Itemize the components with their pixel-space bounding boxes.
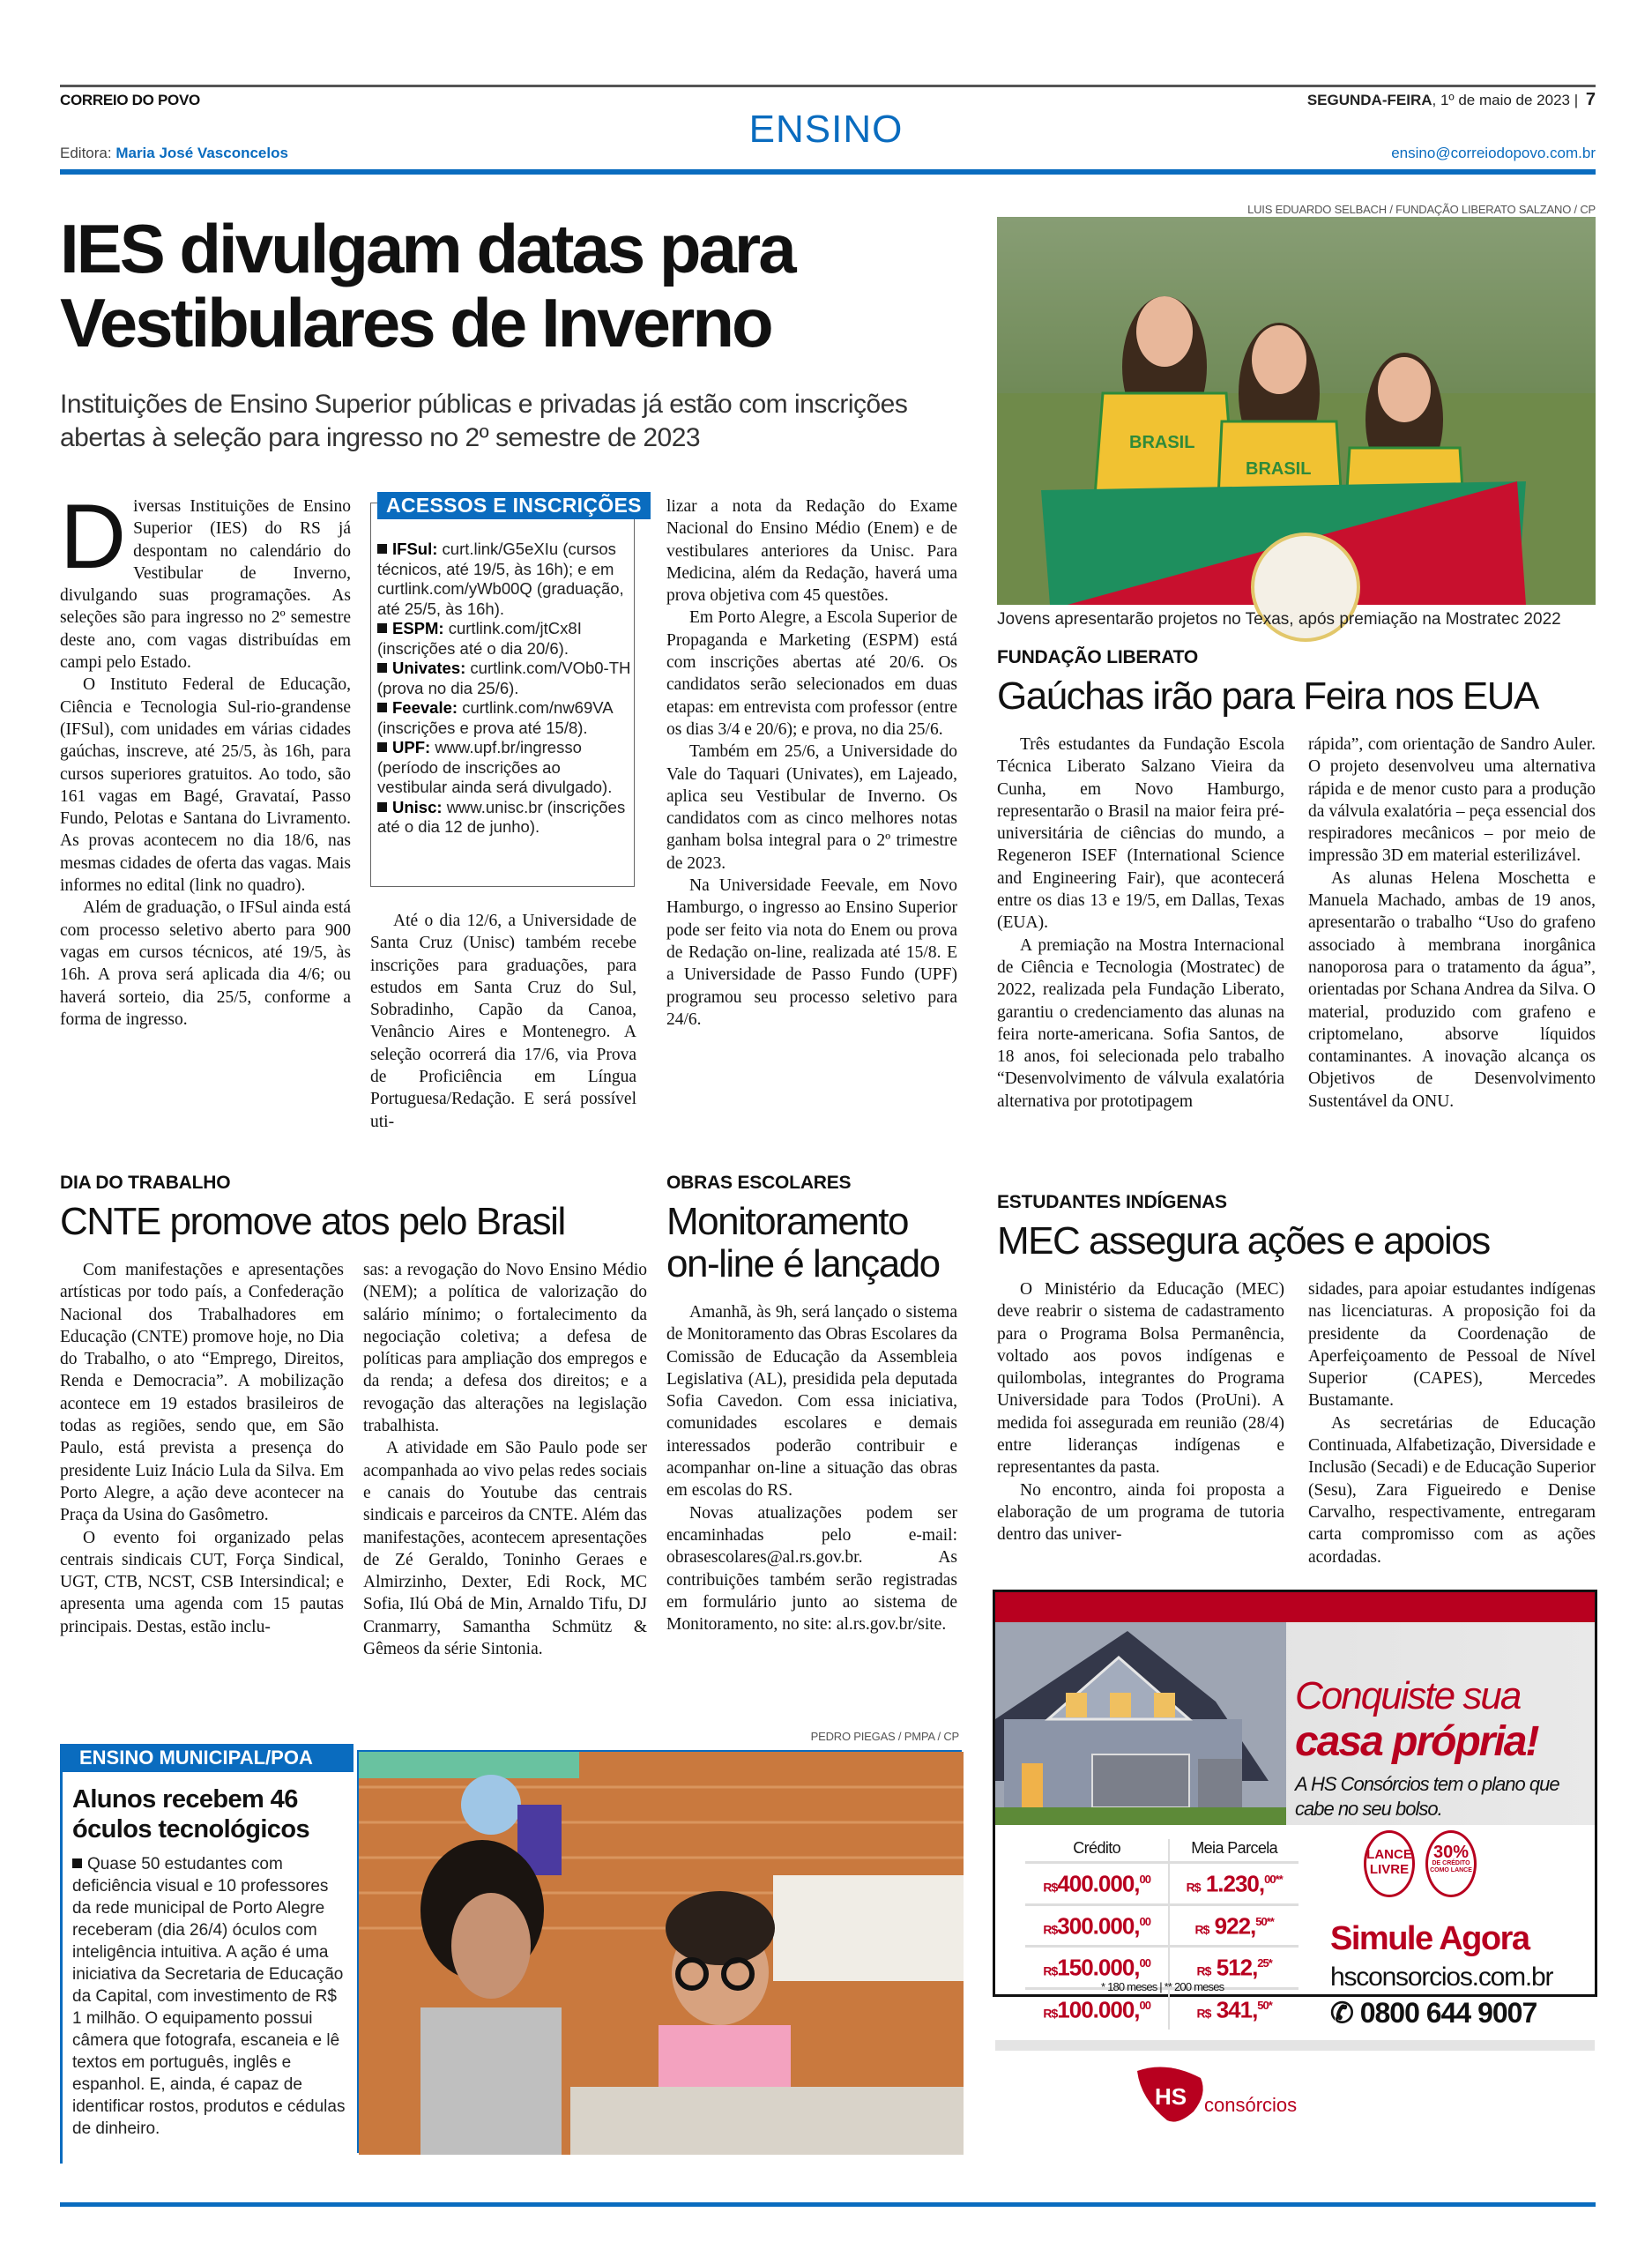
- installment-value: R$ 341,$^{50*}$: [1169, 1988, 1299, 2029]
- badge-text: LIVRE: [1369, 1862, 1410, 1877]
- access-item: [377, 738, 631, 798]
- cnte-paragraph: sas: a revogação do Novo Ensino Médio (NEM); a política de valorização do salário mínimo; o fortalecimento da negociação coletiva; a defesa de políticas para ampliação dos empregos e da renda; a defesa dos direitos; e a revogação das alterações na legislação trabalhista.: [363, 1261, 647, 1436]
- cnte-kicker: DIA DO TRABALHO: [60, 1173, 231, 1193]
- institution-name: Unisc:: [392, 797, 443, 816]
- access-box-list: [377, 540, 631, 838]
- lead-paragraph: O Instituto Federal de Educação, Ciência e Tecnologia Sul-rio-grandense (IFSul), com unidades em várias cidades gaúchas, inscreve, até 25/5, às 16h, para cursos superiores gratuitos. Ao todo, são 161 vagas em Bagé, Gravataí, Passo Fundo, Pelotas e Santana do Livramento. As provas acontecem no dia 18/6, nas mesmas cidades de oferta das vagas. Mais informes no edital (link no quadro).: [60, 675, 351, 896]
- mec-paragraph: sidades, para apoiar estudantes indígenas nas licenciaturas. A proposição foi da presidente da Coordenação de Aperfeiçoamento de Pessoal de Nível Superior (CAPES), Mercedes Bustamante.: [1308, 1280, 1596, 1411]
- lead-deck: Instituições de Ensino Superior públicas e privadas já estão com inscrições abertas à seleção para ingresso no 2º semestre de 2023: [60, 390, 908, 452]
- liberato-paragraph: Três estudantes da Fundação Escola Técnica Liberato Salzano Vieira da Cunha, em Novo Hamburgo, representarão o Brasil na maior feira pré-universitária de ciências do mundo, a Regeneron ISEF (International Science and Engineering Fair), que acontecerá entre os dias 13 e 19/5, em Dallas, Texas (EUA).: [997, 735, 1284, 933]
- phone-icon: ✆: [1330, 1997, 1353, 2029]
- top-rule: [60, 85, 1596, 87]
- photo-credit: LUIS EDUARDO SELBACH / FUNDAÇÃO LIBERATO SALZANO / CP: [1247, 203, 1596, 216]
- mec-title: MEC assegura ações e apoios: [997, 1219, 1490, 1263]
- access-link-text[interactable]: curtlink.com/VOb0-TH (prova no dia 25/6).: [377, 659, 631, 697]
- installment-value: R$ 922,$^{50**}$: [1169, 1904, 1299, 1947]
- mec-paragraph: O Ministério da Educação (MEC) deve reabrir o sistema de cadastramento para o Programa Bolsa Permanência, voltado aos povos indígenas e quilombolas, integrantes do Programa Universidade para Todos (ProUni). A medida foi assegurada em reunião (28/4) entre lideranças indígenas e representantes da pasta.: [997, 1280, 1284, 1478]
- editor-name: Maria José Vasconcelos: [115, 145, 288, 161]
- cnte-title: CNTE promove atos pelo Brasil: [60, 1200, 565, 1243]
- liberato-column-1: [997, 734, 1284, 1113]
- access-item: [377, 698, 631, 738]
- municipal-title: Alunos recebem 46 óculos tecnológicos: [72, 1785, 309, 1844]
- institution-name: IFSul:: [392, 540, 438, 558]
- access-link-text[interactable]: curtlink.com/jtCx8I (inscrições até o dia 20/6).: [377, 619, 582, 658]
- ad-headline-1: Conquiste sua: [1295, 1674, 1521, 1717]
- liberato-paragraph: rápida”, com orientação de Sandro Auler. O projeto desenvolveu uma alternativa rápida e de menor custo para a produção da válvula exalatória – peça essencial dos respiradores mecânicos – por meio de impressão 3D em material esterilizável.: [1308, 735, 1596, 866]
- obras-title-line-2: on-line é lançado: [666, 1242, 940, 1285]
- cnte-paragraph: O evento foi organizado pelas centrais sindicais CUT, Força Sindical, UGT, CTB, NCST, CSB Intersindical; e apresenta uma agenda com 15 pautas principais. Destas, estão inclu-: [60, 1528, 344, 1636]
- institution-name: UPF:: [392, 738, 431, 756]
- bullet-square-icon: [377, 663, 387, 673]
- lead-paragraph: Além de graduação, o IFSul ainda está com processo seletivo aberto para 900 vagas em cursos técnicos, até 19/5, às 16h. A prova será aplicada dia 4/6; ou haverá sorteio, dia 25/5, conforme a forma de ingresso.: [60, 898, 351, 1029]
- lead-paragraph: Também em 25/6, a Universidade do Vale do Taquari (Univates), em Lajeado, aplica seu Vestibular de Inverno. Os candidatos com as cinco melhores notas ganham bolsa integral para o 2º trimestre de 2023.: [666, 742, 957, 873]
- ad-top-band: [995, 1592, 1595, 1622]
- students-photo-illustration: [997, 217, 1596, 605]
- editor-label: Editora:: [60, 145, 112, 161]
- bullet-square-icon: [377, 544, 387, 554]
- bullet-square-icon: [377, 742, 387, 752]
- access-item: [377, 540, 631, 619]
- thirty-percent-badge: [1425, 1830, 1477, 1897]
- lead-headline: [60, 212, 941, 360]
- obras-kicker: OBRAS ESCOLARES: [666, 1173, 852, 1193]
- liberato-paragraph: As alunas Helena Moschetta e Manuela Machado, ambas de 19 anos, apresentarão o trabalho “Uso do grafeno associado à membrana inorgânica nanoporosa para o tratamento da água”, orientadas por Schana Andrea da Silva. O material, produzido com grafeno e criptomelano, absorve líquidos contaminantes. A inovação alcança os Objetivos de Desenvolvimento Sustentável da ONU.: [1308, 868, 1596, 1111]
- ad-hero: [995, 1622, 1595, 1825]
- bullet-square-icon: [377, 703, 387, 712]
- municipal-body: [72, 1853, 346, 2140]
- liberato-title: Gaúchas irão para Feira nos EUA: [997, 674, 1538, 718]
- bullet-square-icon: [72, 1858, 82, 1868]
- photo-caption: Jovens apresentarão projetos no Texas, após premiação na Mostratec 2022: [997, 610, 1561, 629]
- installment-value: R$ 512,$^{25*}$: [1169, 1947, 1299, 1989]
- access-box-title: ACESSOS E INSCRIÇÕES: [377, 492, 651, 519]
- section-email-link[interactable]: ensino@correiodopovo.com.br: [1391, 145, 1596, 161]
- house-illustration: [995, 1622, 1286, 1825]
- lead-column-3: [666, 495, 957, 1031]
- credit-value: R$300.000,00: [1025, 1904, 1169, 1947]
- students-photo[interactable]: [997, 217, 1596, 605]
- ad-headline-2: casa própria!: [1295, 1718, 1538, 1765]
- page-number: 7: [1585, 90, 1596, 109]
- institution-name: Feevale:: [392, 698, 458, 717]
- liberato-column-2: [1308, 734, 1596, 1113]
- lead-paragraph: Em Porto Alegre, a Escola Superior de Propaganda e Marketing (ESPM) está com inscrições abertas até 20/6. Os candidatos serão selecionados em duas etapas: em entrevista com professor (entre os dias 3/4 e 20/6); e prova, no dia 25/6.: [666, 608, 957, 739]
- bullet-square-icon: [377, 623, 387, 633]
- lead-paragraph-text: iversas Instituições de Ensino Superior (IES) do RS já despontam no calendário do Vestibular de Inverno, divulgando suas programações. As seleções são para ingresso no 2º semestre deste ano, com vagas distribuídas em campi pelo Estado.: [60, 497, 351, 673]
- lead-paragraph: [60, 486, 351, 674]
- lead-column-2: [370, 910, 636, 1133]
- access-item: [377, 619, 631, 659]
- logo-mark: HS: [1155, 2083, 1187, 2110]
- cnte-paragraph: A atividade em São Paulo pode ser acompanhada ao vivo pelas redes sociais e canais do Youtube das centrais sindicais e parceiros da CNTE. Além das manifestações, acontecem apresentações de Zé Geraldo, Toninho Geraes e Almirzinho, Dexter, Edi Rock, MC Sofia, Ilú Obá de Min, Arnaldo Tifu, DJ Cranmarry, Samantha Schmütz & Gêmeos da série Sintonia.: [363, 1439, 647, 1659]
- obras-column: [666, 1301, 957, 1635]
- mec-paragraph: As secretárias de Educação Continuada, Alfabetização, Diversidade e Inclusão (Secadi) e de Educação Superior (Sesu), Zara Figueiredo e Denise Carvalho, respectivamente, entregaram carta compromisso com as ações acordadas.: [1308, 1413, 1596, 1567]
- table-row: [1025, 1904, 1299, 1947]
- lead-paragraph: lizar a nota da Redação do Exame Nacional do Ensino Médio (Enem) e de vestibulares anteriores da Unisc. Para Medicina, além da Redação, haverá uma prova objetiva com 45 questões.: [666, 497, 957, 606]
- dropcap: D: [60, 486, 127, 588]
- newspaper-name: CORREIO DO POVO: [60, 92, 200, 108]
- column-header-installment: Meia Parcela: [1191, 1839, 1278, 1857]
- hs-consorcios-ad[interactable]: [993, 1590, 1597, 2116]
- obras-title: [666, 1201, 966, 1285]
- ad-divider: [995, 2040, 1595, 2051]
- logo-text: consórcios: [1204, 2094, 1298, 2116]
- cnte-paragraph: Com manifestações e apresentações artísticas por todo país, a Confederação Nacional dos Trabalhadores em Educação (CNTE) promove hoje, no Dia do Trabalho, o ato “Emprego, Direitos, Renda e Democracia”. A mobilização acontece em 19 estados brasileiros de todas as regiões, sendo que, em São Paulo, está prevista a presença do presidente Luiz Inácio Lula da Silva. Em Porto Alegre, a ação deve acontecer na Praça da Usina do Gasômetro.: [60, 1261, 344, 1525]
- obras-title-line-1: Monitoramento: [666, 1200, 908, 1243]
- glasses-photo-illustration: [359, 1752, 964, 2155]
- headline-line-1: IES divulgam datas para: [60, 210, 794, 287]
- municipal-body-text: Quase 50 estudantes com deficiência visual e 10 professores da rede municipal de Porto Alegre receberam (dia 26/4) óculos com inteligência intuitiva. A ação é uma iniciativa da Secretaria de Educação da Capital, com investimento de R$ 1 milhão. O equipamento possui câmera que fotografa, escaneia e lê textos em português, inglês e espanhol. E, ainda, é capaz de identificar rostos, produtos e cédulas de dinheiro.: [72, 1855, 346, 2138]
- section-rule: [60, 169, 1596, 175]
- institution-name: ESPM:: [392, 619, 444, 637]
- ad-phone[interactable]: [1330, 1996, 1537, 2030]
- date-line: SEGUNDA-FEIRA, 1º de maio de 2023 | 7: [1306, 90, 1596, 109]
- bottom-rule: [60, 2202, 1596, 2207]
- ad-price-table: [1025, 1839, 1299, 2030]
- access-link-text[interactable]: curtlink.com/nw69VA (inscrições e prova até 15/8).: [377, 698, 613, 737]
- headline-line-2: Vestibulares de Inverno: [60, 284, 771, 361]
- obras-paragraph: Amanhã, às 9h, será lançado o sistema de Monitoramento das Obras Escolares da Comissão de Educação da Assembleia Legislativa (AL), presidida pela deputada Sofia Cavedon. Com essa iniciativa, comunidades escolares e demais interessados poderão contribuir e acompanhar on-line a situação das obras em escolas do RS.: [666, 1303, 957, 1501]
- table-row: [1025, 1988, 1299, 2029]
- lead-paragraph: Até o dia 12/6, a Universidade de Santa Cruz (Unisc) também recebe inscrições para graduações, para estudos em Santa Cruz do Sul, Sobradinho, Capão da Canoa, Venâncio Aires e Montenegro. A seleção ocorrerá dia 17/6, via Prova de Proficiência em Língua Portuguesa/Redação. E será possível uti-: [370, 912, 636, 1131]
- glasses-photo[interactable]: [357, 1750, 962, 2153]
- municipal-tag: ENSINO MUNICIPAL/POA: [60, 1744, 353, 1772]
- badge-small-text: DE CRÉDITO COMO LANCE: [1430, 1860, 1472, 1873]
- ad-footnote: * 180 meses | ** 200 meses: [1101, 1980, 1224, 1993]
- editor-line: [60, 145, 288, 162]
- access-item: [377, 798, 631, 838]
- mec-column-2: [1308, 1278, 1596, 1568]
- access-item: [377, 659, 631, 698]
- bullet-square-icon: [377, 802, 387, 812]
- simule-agora-cta[interactable]: Simule Agora: [1330, 1920, 1529, 1957]
- credit-value: R$400.000,00: [1025, 1863, 1169, 1905]
- badge-text: 30%: [1432, 1843, 1470, 1862]
- phone-number: 0800 644 9007: [1359, 1997, 1537, 2029]
- lance-livre-badge: [1364, 1830, 1415, 1897]
- weekday: SEGUNDA-FEIRA: [1306, 92, 1432, 108]
- ad-tagline: A HS Consórcios tem o plano que cabe no seu bolso.: [1295, 1773, 1559, 1820]
- liberato-paragraph: A premiação na Mostra Internacional de Ciência e Tecnologia (Mostratec) de 2022, realizada pela Fundação Liberato, garantiu o credenciamento das alunas na feira norte-americana. Sofia Santos, de 18 anos, foi selecionada pelo trabalho “Desenvolvimento de válvula exalatória alternativa por prototipagem: [997, 935, 1284, 1111]
- institution-name: Univates:: [392, 659, 466, 677]
- cnte-column-2: [363, 1259, 647, 1660]
- column-header-credit: Crédito: [1025, 1839, 1169, 1863]
- obras-paragraph: Novas atualizações podem ser encaminhadas pelo e-mail: obrasescolares@al.rs.gov.br. As contribuições também serão registradas em formulário junto ao sistema de Monitoramento, no site: al.rs.gov.br/site.: [666, 1503, 957, 1635]
- access-link-text[interactable]: curt.link/G5eXIu (cursos técnicos, até 19/5, às 16h); e em curtlink.com/yWb00Q (graduação, até 25/5, às 16h).: [377, 540, 624, 618]
- lead-column-1: [60, 486, 351, 1031]
- shirt-text: BRASIL: [1129, 433, 1195, 452]
- hs-consorcios-logo: [1132, 2064, 1361, 2130]
- credit-value: R$100.000,00: [1025, 1988, 1169, 2029]
- credit-value: R$150.000,00: [1025, 1947, 1169, 1989]
- badge-text: LANCE: [1366, 1847, 1412, 1862]
- date: 1º de maio de 2023: [1440, 92, 1570, 108]
- mec-paragraph: No encontro, ainda foi proposta a elaboração de um programa de tutoria dentro das univer-: [997, 1480, 1284, 1545]
- mec-kicker: ESTUDANTES INDÍGENAS: [997, 1192, 1227, 1212]
- municipal-photo-credit: PEDRO PIEGAS / PMPA / CP: [810, 1730, 959, 1743]
- installment-value: R$ 1.230,$^{00**}$: [1169, 1863, 1299, 1905]
- cnte-column-1: [60, 1259, 344, 1638]
- ad-website-link[interactable]: hsconsorcios.com.br: [1330, 1963, 1553, 1992]
- shirt-text: BRASIL: [1246, 459, 1312, 479]
- access-link-text[interactable]: www.upf.br/ingresso (período de inscrições ao vestibular ainda será divulgado).: [377, 738, 613, 796]
- liberato-kicker: FUNDAÇÃO LIBERATO: [997, 647, 1198, 667]
- mec-column-1: [997, 1278, 1284, 1546]
- table-row: [1025, 1863, 1299, 1905]
- hs-logo-icon: [1132, 2064, 1361, 2126]
- lead-paragraph: Na Universidade Feevale, em Novo Hamburgo, o ingresso ao Ensino Superior pode ser feito via nota do Enem ou prova de Redação on-line, realizada até 15/8. E a Universidade de Passo Fundo (UPF) programou seu processo seletivo para 24/6.: [666, 876, 957, 1029]
- section-title: ENSINO: [748, 108, 904, 151]
- access-link-text[interactable]: www.unisc.br (inscrições até o dia 12 de junho).: [377, 797, 626, 836]
